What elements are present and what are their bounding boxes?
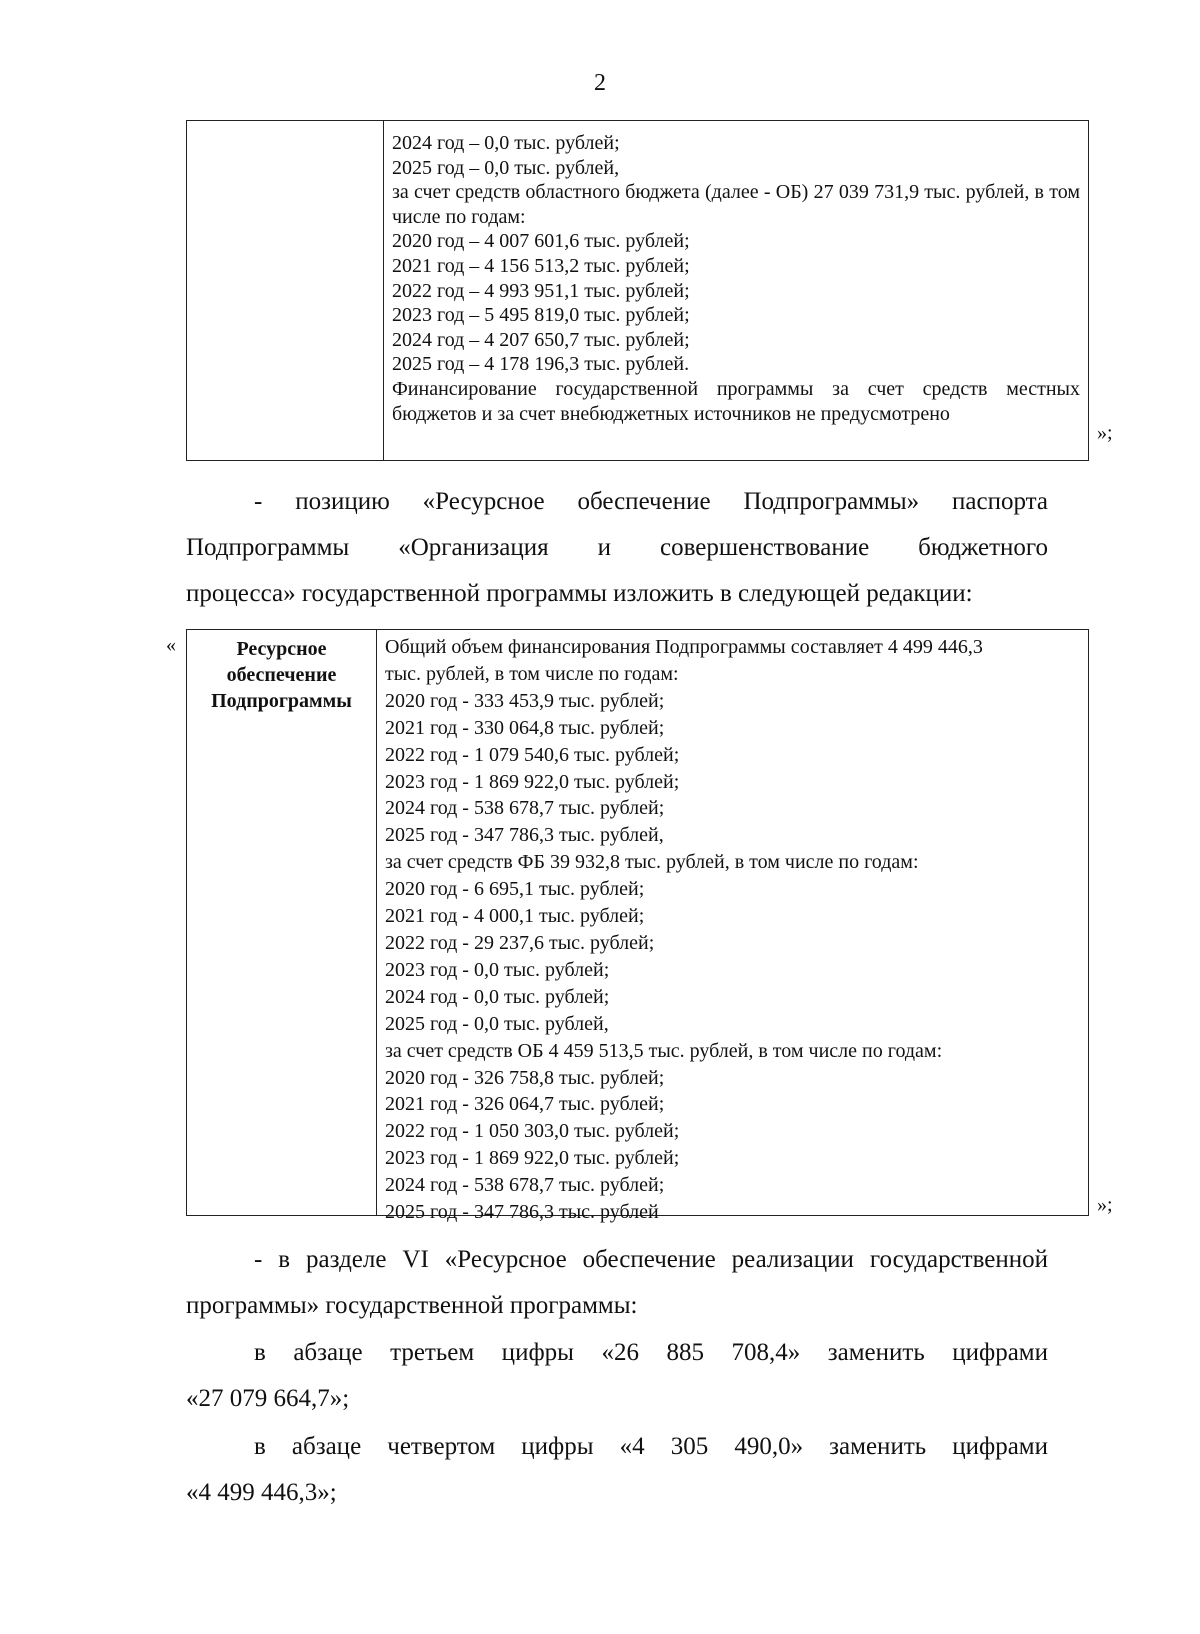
table2-line: 2022 год - 29 237,6 тыс. рублей; <box>385 931 655 954</box>
table2-line: 2024 год - 538 678,7 тыс. рублей; <box>385 1174 665 1197</box>
paragraph-line-text: в абзаце четвертом цифры «4 305 490,0» заменить цифрами <box>254 1433 1048 1460</box>
table2-header-line: обеспечение <box>226 664 337 686</box>
table2-header-line: Ресурсное <box>236 638 327 660</box>
closing-quote: »; <box>1097 1194 1113 1216</box>
table2-line: 2022 год - 1 050 303,0 тыс. рублей; <box>385 1120 680 1143</box>
funding-table-continuation <box>186 120 1089 461</box>
paragraph-line <box>186 1283 1048 1329</box>
paragraph-line-text: - позицию «Ресурсное обеспечение Подпрограммы» паспорта <box>254 488 1048 515</box>
table2-line: 2024 год - 0,0 тыс. рублей; <box>385 985 610 1008</box>
paragraph-section-six <box>186 1237 1048 1329</box>
paragraph-line-text: в абзаце третьем цифры «26 885 708,4» заменить цифрами <box>254 1339 1048 1366</box>
paragraph-line <box>186 1237 1048 1283</box>
table1-line: 2023 год – 5 495 819,0 тыс. рублей; <box>392 304 690 327</box>
table2-line: 2023 год - 1 869 922,0 тыс. рублей; <box>385 770 680 793</box>
table2-line: 2025 год - 347 786,3 тыс. рублей, <box>385 824 664 847</box>
page-number: 2 <box>594 70 606 96</box>
table2-line: 2021 год - 326 064,7 тыс. рублей; <box>385 1093 665 1116</box>
table2-line: 2024 год - 538 678,7 тыс. рублей; <box>385 797 665 820</box>
table1-line: 2025 год – 4 178 196,3 тыс. рублей. <box>392 353 690 376</box>
table2-line: за счет средств ФБ 39 932,8 тыс. рублей, в том числе по годам: <box>385 851 919 874</box>
table1-line: 2021 год – 4 156 513,2 тыс. рублей; <box>392 254 690 277</box>
table2-line: 2025 год - 0,0 тыс. рублей, <box>385 1012 609 1035</box>
paragraph-line <box>186 571 1048 617</box>
table1-right-cell <box>384 121 1088 460</box>
paragraph-line <box>186 1376 1048 1422</box>
table1-line: Финансирование государственной программы за счет средств местных бюджетов и за счет внебюджетных источников не предусмотрено <box>392 377 1080 425</box>
table2-line: 2020 год - 6 695,1 тыс. рублей; <box>385 878 645 901</box>
paragraph-line-text: программы» государственной программы: <box>186 1292 638 1319</box>
paragraph-fourth-subparagraph <box>186 1424 1048 1516</box>
paragraph-line <box>186 525 1048 571</box>
paragraph-line <box>186 479 1048 525</box>
paragraph-line <box>186 1330 1048 1376</box>
table2-line: за счет средств ОБ 4 459 513,5 тыс. рублей, в том числе по годам: <box>385 1039 943 1062</box>
resource-provision-table <box>186 629 1089 1224</box>
paragraph-third-subparagraph <box>186 1330 1048 1422</box>
table2-line: 2020 год - 333 453,9 тыс. рублей; <box>385 689 665 712</box>
table1-line: 2020 год – 4 007 601,6 тыс. рублей; <box>392 230 690 253</box>
table1-line: 2024 год – 0,0 тыс. рублей; <box>392 132 620 154</box>
table2-line: тыс. рублей, в том числе по годам: <box>385 662 679 685</box>
table2-header-cell <box>187 630 377 1215</box>
paragraph-line-text: «4 499 446,3»; <box>186 1479 337 1506</box>
paragraph-line-text: процесса» государственной программы изложить в следующей редакции: <box>186 580 973 607</box>
table2-line: 2021 год - 330 064,8 тыс. рублей; <box>385 716 665 739</box>
table2-line: 2023 год - 0,0 тыс. рублей; <box>385 958 610 981</box>
table1-line: за счет средств областного бюджета (далее - ОБ) 27 039 731,9 тыс. рублей, в том числе по годам: <box>392 181 1080 228</box>
table2-line: 2023 год - 1 869 922,0 тыс. рублей; <box>385 1147 680 1170</box>
table2-header-line: Подпрограммы <box>211 690 352 712</box>
table2-line: 2025 год - 347 786,3 тыс. рублей <box>385 1201 659 1224</box>
table1-line: 2025 год – 0,0 тыс. рублей, <box>392 156 620 179</box>
table1-line: 2022 год – 4 993 951,1 тыс. рублей; <box>392 279 690 302</box>
paragraph-line-text: «27 079 664,7»; <box>186 1385 350 1412</box>
paragraph-line-text: - в разделе VI «Ресурсное обеспечение реализации государственной <box>254 1246 1048 1273</box>
closing-quote: »; <box>1097 422 1113 444</box>
table2-line: 2020 год - 326 758,8 тыс. рублей; <box>385 1066 665 1089</box>
table1-line: 2024 год – 4 207 650,7 тыс. рублей; <box>392 328 690 351</box>
table2-line: 2022 год - 1 079 540,6 тыс. рублей; <box>385 743 680 766</box>
table1-left-cell <box>187 121 384 460</box>
table2-line: Общий объем финансирования Подпрограммы составляет 4 499 446,3 <box>385 636 983 658</box>
table2-content-cell <box>377 630 1088 1224</box>
paragraph-line <box>186 1470 1048 1516</box>
opening-quote: « <box>166 634 176 656</box>
paragraph-position-amendment <box>186 479 1048 617</box>
paragraph-line <box>186 1424 1048 1470</box>
paragraph-line-text: Подпрограммы «Организация и совершенствование бюджетного <box>186 534 1048 561</box>
table2-line: 2021 год - 4 000,1 тыс. рублей; <box>385 905 645 928</box>
